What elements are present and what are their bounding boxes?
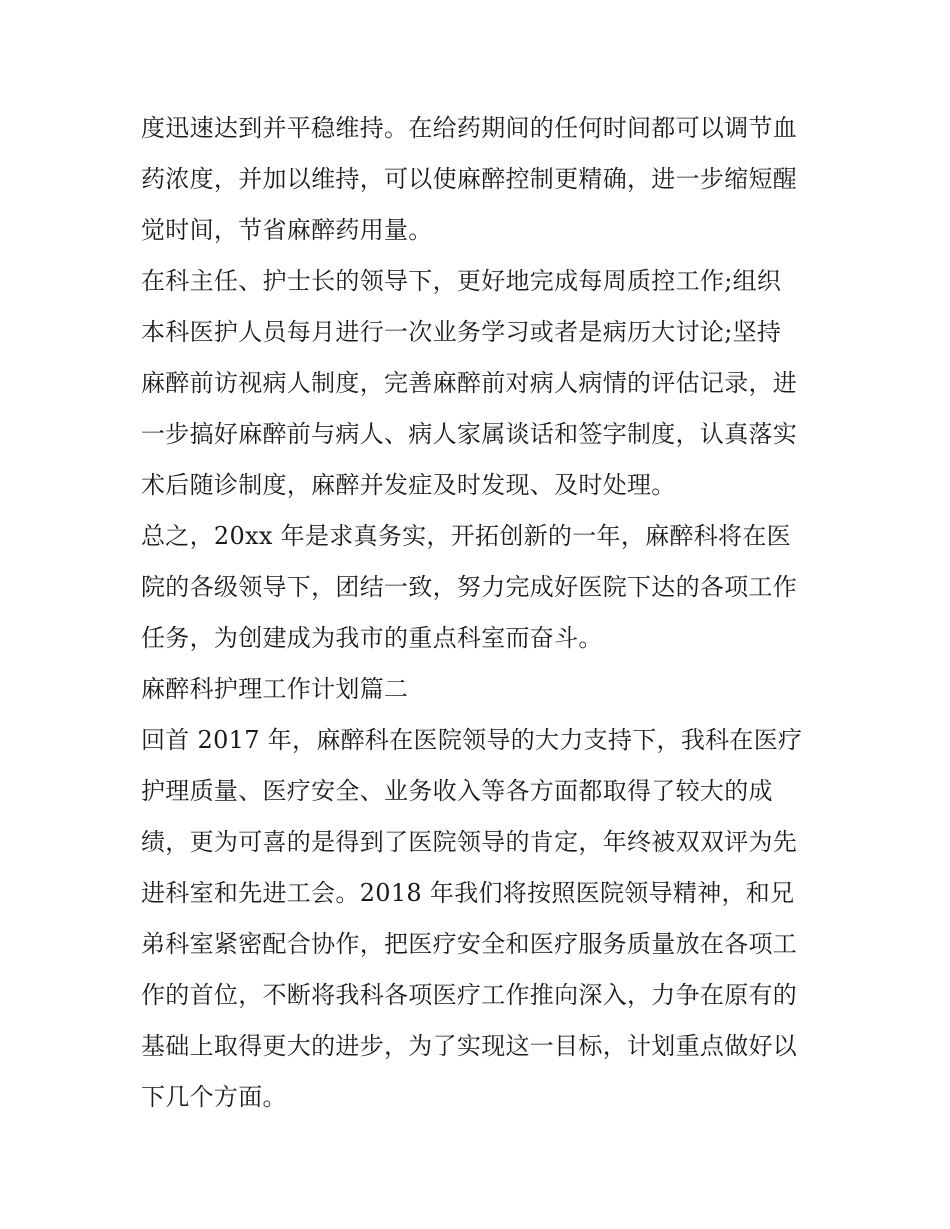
text-line: 任务，为创建成为我市的重点科室而奋斗。 — [141, 624, 603, 652]
paragraph-2 — [141, 256, 813, 511]
paragraph-1 — [141, 103, 813, 256]
text-line: 在科主任、护士长的领导下，更好地完成每周质控工作;组织 — [141, 267, 782, 295]
text-line: 麻醉前访视病人制度，完善麻醉前对病人病情的评估记录，进 — [141, 369, 798, 397]
text-line: 总之，20xx 年是求真务实，开拓创新的一年，麻醉科将在医 — [141, 522, 791, 550]
paragraph-4 — [141, 715, 813, 1123]
text-line: 院的各级领导下，团结一致，努力完成好医院下达的各项工作 — [141, 573, 798, 601]
text-line: 本科医护人员每月进行一次业务学习或者是病历大讨论;坚持 — [141, 318, 782, 346]
text-line: 下几个方面。 — [141, 1083, 287, 1111]
text-line: 进科室和先进工会。2018 年我们将按照医院领导精神，和兄 — [141, 879, 795, 907]
section-heading: 麻醉科护理工作计划篇二 — [141, 675, 409, 703]
text-line: 觉时间，节省麻醉药用量。 — [141, 216, 433, 244]
text-line: 作的首位，不断将我科各项医疗工作推向深入，力争在原有的 — [141, 981, 798, 1009]
text-line: 绩，更为可喜的是得到了医院领导的肯定，年终被双双评为先 — [141, 828, 798, 856]
text-line: 基础上取得更大的进步，为了实现这一目标，计划重点做好以 — [141, 1032, 798, 1060]
text-line: 药浓度，并加以维持，可以使麻醉控制更精确，进一步缩短醒 — [141, 165, 798, 193]
document-page — [141, 103, 813, 1123]
text-line: 度迅速达到并平稳维持。在给药期间的任何时间都可以调节血 — [141, 114, 798, 142]
paragraph-3 — [141, 511, 813, 664]
text-line: 弟科室紧密配合协作，把医疗安全和医疗服务质量放在各项工 — [141, 930, 798, 958]
text-line: 术后随诊制度，麻醉并发症及时发现、及时处理。 — [141, 471, 676, 499]
text-line: 回首 2017 年，麻醉科在医院领导的大力支持下，我科在医疗 — [141, 726, 803, 754]
text-line: 一步搞好麻醉前与病人、病人家属谈话和签字制度，认真落实 — [141, 420, 798, 448]
text-line: 护理质量、医疗安全、业务收入等各方面都取得了较大的成 — [141, 777, 773, 805]
